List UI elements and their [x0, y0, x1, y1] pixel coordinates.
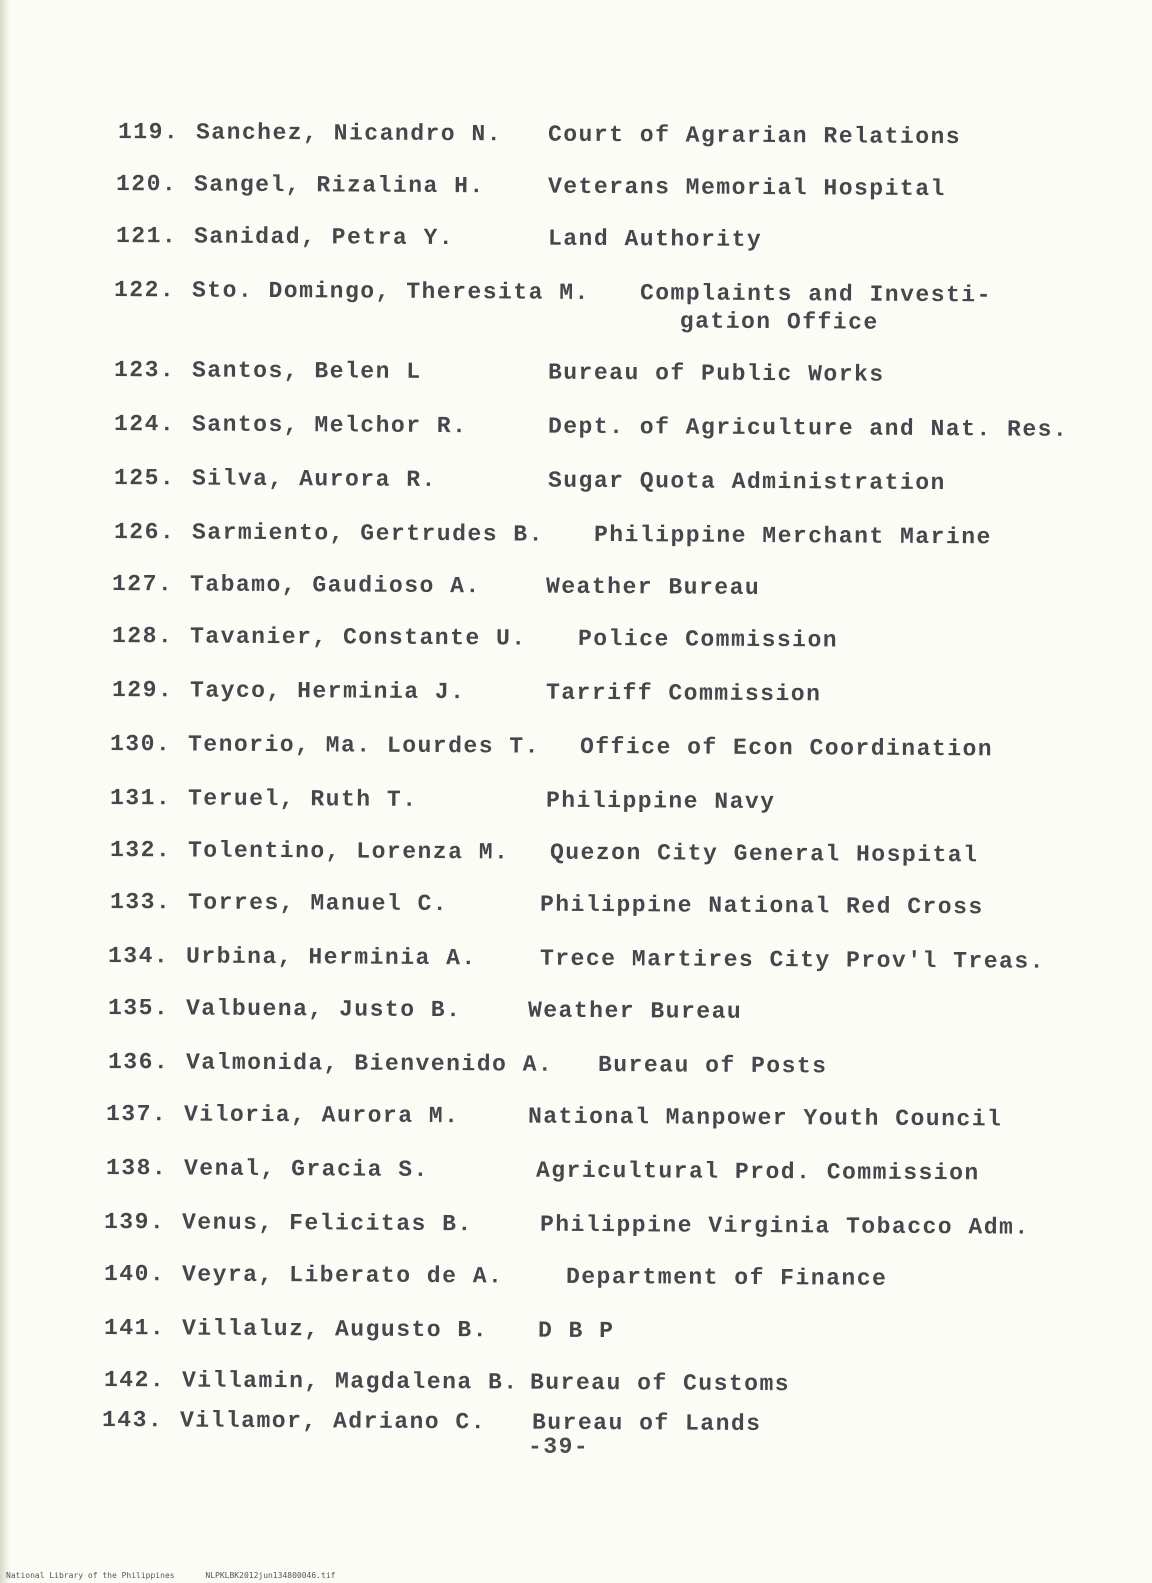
entry-office: Sugar Quota Administration [547, 467, 946, 497]
entry-name: Tenorio, Ma. Lourdes T. [187, 731, 541, 760]
entry-name: Sanchez, Nicandro N. [195, 119, 503, 148]
entry-number: 142. [103, 1367, 166, 1394]
entry-name: Tabamo, Gaudioso A. [189, 571, 481, 600]
entry-number: 119. [117, 119, 180, 146]
page-number: -39- [528, 1434, 590, 1460]
entry-office: Bureau of Customs [529, 1369, 791, 1398]
entry-number: 140. [103, 1261, 166, 1288]
entry-number: 124. [113, 411, 176, 438]
entry-name: Tolentino, Lorenza M. [187, 837, 510, 866]
list-entry [117, 118, 962, 151]
entry-office: Police Commission [577, 625, 839, 654]
list-entry [115, 170, 946, 203]
footer-source: National Library of the Philippines [6, 1571, 175, 1580]
entry-name: Venus, Felicitas B. [181, 1209, 473, 1238]
list-entry [111, 622, 839, 654]
entry-office: Bureau of Posts [597, 1051, 828, 1080]
list-entry [109, 836, 979, 869]
entry-office: Bureau of Lands [531, 1409, 762, 1438]
list-entry [113, 276, 993, 336]
list-entry [109, 784, 776, 816]
entry-number: 120. [115, 171, 178, 198]
paper-edge-shadow [0, 0, 10, 1583]
entry-number: 134. [107, 943, 170, 970]
list-entry [113, 356, 885, 388]
list-entry [103, 1366, 791, 1398]
entry-office: Philippine Navy [545, 787, 776, 816]
entry-name: Valmonida, Bienvenido A. [185, 1049, 554, 1078]
entry-name: Urbina, Herminia A. [185, 943, 477, 972]
entry-office: Court of Agrarian Relations [547, 121, 962, 151]
entry-office: Bureau of Public Works [547, 359, 885, 388]
entry-number: 141. [103, 1315, 166, 1342]
entry-office: Tarriff Commission [545, 679, 822, 708]
entry-office: Philippine Merchant Marine [593, 521, 992, 551]
entry-name: Silva, Aurora R. [191, 465, 437, 493]
entry-name: Viloria, Aurora M. [183, 1101, 460, 1130]
entry-number: 127. [111, 571, 174, 598]
entry-office: Quezon City General Hospital [549, 839, 979, 869]
entry-number: 139. [103, 1209, 166, 1236]
list-entry [113, 464, 946, 497]
entry-number: 137. [105, 1101, 168, 1128]
entry-number: 143. [101, 1407, 164, 1434]
list-entry [109, 888, 984, 921]
list-entry [115, 222, 763, 253]
list-entry [103, 1208, 1030, 1241]
entry-office: Philippine Virginia Tobacco Adm. [539, 1211, 1030, 1241]
entry-office: Dept. of Agriculture and Nat. Res. [547, 413, 1069, 443]
entry-office: Philippine National Red Cross [539, 891, 984, 921]
entry-number: 131. [109, 785, 172, 812]
entry-name: Valbuena, Justo B. [185, 995, 462, 1024]
list-entry [113, 410, 1069, 443]
entry-name: Sanidad, Petra Y. [193, 223, 455, 252]
entry-name: Santos, Belen L [191, 357, 422, 385]
entry-office-continuation: gation Office [679, 308, 879, 336]
entry-name: Teruel, Ruth T. [187, 785, 418, 813]
entry-office: Agricultural Prod. Commission [535, 1157, 980, 1187]
list-entry [107, 942, 1046, 975]
entry-number: 133. [109, 889, 172, 916]
entry-name: Sto. Domingo, Theresita M. [191, 277, 590, 306]
list-entry [105, 1100, 1003, 1133]
entry-number: 132. [109, 837, 172, 864]
entry-office: Land Authority [547, 225, 763, 253]
entry-office: Veterans Memorial Hospital [547, 173, 946, 203]
entry-office: Complaints and Investi- [639, 280, 993, 309]
entry-name: Villamor, Adriano C. [179, 1407, 487, 1436]
entry-name: Sangel, Rizalina H. [193, 171, 485, 200]
entry-number: 123. [113, 357, 176, 384]
entry-number: 129. [111, 677, 174, 704]
list-entry [101, 1406, 762, 1438]
entry-number: 128. [111, 623, 174, 650]
entry-number: 138. [105, 1155, 168, 1182]
list-entry [109, 730, 994, 763]
entry-name: Sarmiento, Gertrudes B. [191, 519, 545, 548]
list-entry [111, 570, 761, 601]
entry-number: 136. [107, 1049, 170, 1076]
entry-name: Tavanier, Constante U. [189, 623, 527, 652]
entry-number: 125. [113, 465, 176, 492]
entry-name: Tayco, Herminia J. [189, 677, 466, 706]
list-entry [107, 994, 743, 1025]
scan-footer [6, 1571, 361, 1580]
entry-number: 130. [109, 731, 172, 758]
entry-office: Trece Martires City Prov'l Treas. [539, 945, 1046, 975]
list-entry [107, 1048, 828, 1080]
list-entry [113, 518, 992, 551]
list-entry [103, 1260, 888, 1292]
entry-office: D B P [537, 1317, 615, 1345]
entry-number: 126. [113, 519, 176, 546]
entry-number: 135. [107, 995, 170, 1022]
entry-office: Weather Bureau [527, 997, 743, 1025]
list-entry [111, 676, 822, 708]
entry-name: Venal, Gracia S. [183, 1155, 429, 1183]
entry-number: 122. [113, 277, 176, 304]
entry-name: Villaluz, Augusto B. [181, 1315, 489, 1344]
list-entry [103, 1314, 615, 1345]
entry-office: Office of Econ Coordination [579, 733, 994, 763]
entry-name: Veyra, Liberato de A. [181, 1261, 504, 1290]
entry-name: Torres, Manuel C. [187, 889, 449, 918]
entry-name: Villamin, Magdalena B. [181, 1367, 519, 1396]
entry-office: Department of Finance [565, 1263, 888, 1292]
entry-office: National Manpower Youth Council [527, 1103, 1003, 1133]
entry-office: Weather Bureau [545, 573, 761, 601]
entry-name: Santos, Melchor R. [191, 411, 468, 440]
footer-filename: NLPKLBK2012jun134800046.tif [205, 1571, 336, 1580]
entry-number: 121. [115, 223, 178, 250]
list-entry [105, 1154, 980, 1187]
